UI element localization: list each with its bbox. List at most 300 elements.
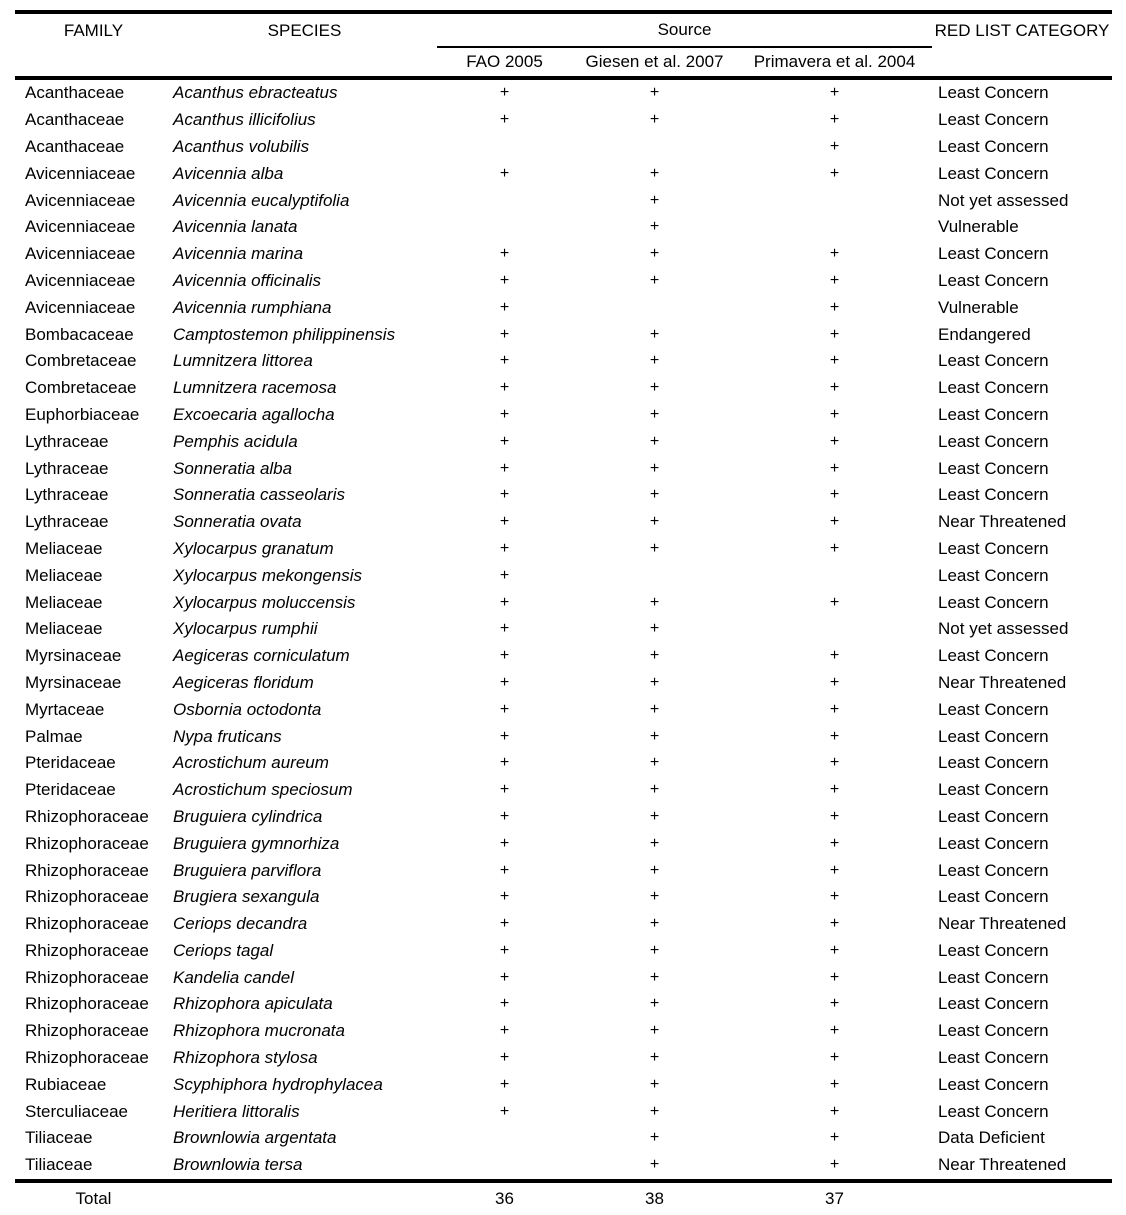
family-cell: Avicenniaceae	[25, 270, 136, 290]
mangrove-species-table	[15, 10, 1112, 1215]
species-cell: Rhizophora stylosa	[173, 1048, 318, 1068]
family-cell: Tiliaceae	[25, 1128, 93, 1148]
family-cell: Palmae	[25, 726, 83, 746]
family-cell: Avicenniaceae	[25, 190, 136, 210]
giesen-presence-cell: +	[649, 513, 660, 531]
family-cell: Combretaceae	[25, 378, 137, 398]
family-cell: Myrsinaceae	[25, 646, 122, 666]
family-cell: Myrsinaceae	[25, 672, 122, 692]
column-header-giesen-2007: Giesen et al. 2007	[572, 47, 737, 78]
fao-presence-cell: +	[499, 111, 510, 129]
table-row	[15, 107, 1112, 134]
giesen-presence-cell: +	[649, 432, 660, 450]
table-row	[15, 348, 1112, 375]
primavera-presence-cell: +	[829, 111, 840, 129]
red-list-category-cell: Least Concern	[938, 136, 1049, 156]
fao-presence-cell: +	[499, 647, 510, 665]
red-list-category-cell: Least Concern	[938, 1101, 1049, 1121]
primavera-presence-cell: +	[829, 1022, 840, 1040]
red-list-category-cell: Vulnerable	[938, 297, 1019, 317]
total-spacer-species	[172, 1181, 437, 1215]
giesen-presence-cell: +	[649, 673, 660, 691]
fao-presence-cell: +	[499, 807, 510, 825]
table-row	[15, 1045, 1112, 1072]
red-list-category-cell: Least Concern	[938, 565, 1049, 585]
primavera-presence-cell: +	[829, 673, 840, 691]
primavera-presence-cell: +	[829, 405, 840, 423]
red-list-category-cell: Least Concern	[938, 726, 1049, 746]
fao-presence-cell: +	[499, 486, 510, 504]
family-cell: Rhizophoraceae	[25, 860, 149, 880]
primavera-presence-cell: +	[829, 861, 840, 879]
species-cell: Kandelia candel	[173, 967, 294, 987]
primavera-presence-cell: +	[829, 513, 840, 531]
giesen-presence-cell: +	[649, 218, 660, 236]
species-cell: Avicennia lanata	[173, 217, 298, 237]
red-list-category-cell: Endangered	[938, 324, 1031, 344]
family-cell: Lythraceae	[25, 512, 109, 532]
total-fao-count: 36	[437, 1181, 572, 1215]
giesen-presence-cell	[572, 134, 737, 161]
giesen-presence-cell: +	[649, 1049, 660, 1067]
family-cell: Rhizophoraceae	[25, 887, 149, 907]
primavera-presence-cell: +	[829, 1075, 840, 1093]
table-row	[15, 187, 1112, 214]
family-cell: Rhizophoraceae	[25, 994, 149, 1014]
giesen-presence-cell: +	[649, 164, 660, 182]
primavera-presence-cell: +	[829, 486, 840, 504]
primavera-presence-cell: +	[829, 298, 840, 316]
species-cell: Lumnitzera racemosa	[173, 378, 337, 398]
species-cell: Rhizophora apiculata	[173, 994, 333, 1014]
giesen-presence-cell: +	[649, 1102, 660, 1120]
giesen-presence-cell: +	[649, 593, 660, 611]
giesen-presence-cell: +	[649, 84, 660, 102]
family-cell: Sterculiaceae	[25, 1101, 129, 1121]
giesen-presence-cell: +	[649, 405, 660, 423]
red-list-category-cell: Least Concern	[938, 431, 1049, 451]
species-cell: Acanthus illicifolius	[173, 110, 316, 130]
red-list-category-cell: Least Concern	[938, 404, 1049, 424]
table-row	[15, 562, 1112, 589]
primavera-presence-cell	[737, 616, 932, 643]
giesen-presence-cell: +	[649, 727, 660, 745]
fao-presence-cell	[437, 1125, 572, 1152]
primavera-presence-cell: +	[829, 995, 840, 1013]
total-primavera-count: 37	[737, 1181, 932, 1215]
giesen-presence-cell: +	[649, 325, 660, 343]
fao-presence-cell: +	[499, 379, 510, 397]
giesen-presence-cell: +	[649, 1075, 660, 1093]
table-row	[15, 938, 1112, 965]
red-list-category-cell: Least Concern	[938, 163, 1049, 183]
fao-presence-cell: +	[499, 781, 510, 799]
family-cell: Bombacaceae	[25, 324, 134, 344]
family-cell: Lythraceae	[25, 431, 109, 451]
fao-presence-cell: +	[499, 459, 510, 477]
species-cell: Xylocarpus mekongensis	[173, 565, 362, 585]
giesen-presence-cell: +	[649, 888, 660, 906]
table-row	[15, 589, 1112, 616]
red-list-category-cell: Least Concern	[938, 270, 1049, 290]
family-cell: Meliaceae	[25, 592, 103, 612]
table-row	[15, 1098, 1112, 1125]
table-row	[15, 857, 1112, 884]
table-footer	[15, 1181, 1112, 1215]
table-row	[15, 375, 1112, 402]
giesen-presence-cell: +	[649, 620, 660, 638]
red-list-category-cell: Least Concern	[938, 753, 1049, 773]
red-list-category-cell: Least Concern	[938, 1048, 1049, 1068]
header-spacer-species	[172, 47, 437, 78]
giesen-presence-cell: +	[649, 754, 660, 772]
table-row	[15, 402, 1112, 429]
species-cell: Bruguiera cylindrica	[173, 806, 323, 826]
giesen-presence-cell: +	[649, 861, 660, 879]
fao-presence-cell: +	[499, 513, 510, 531]
primavera-presence-cell: +	[829, 539, 840, 557]
giesen-presence-cell	[572, 562, 737, 589]
fao-presence-cell: +	[499, 432, 510, 450]
header-row-sources	[15, 47, 1112, 78]
red-list-category-cell: Least Concern	[938, 83, 1049, 103]
table-row	[15, 134, 1112, 161]
table-row	[15, 509, 1112, 536]
family-cell: Rhizophoraceae	[25, 1048, 149, 1068]
red-list-category-cell: Least Concern	[938, 940, 1049, 960]
fao-presence-cell: +	[499, 861, 510, 879]
species-cell: Brownlowia argentata	[173, 1128, 337, 1148]
table-row	[15, 750, 1112, 777]
red-list-category-cell: Least Concern	[938, 110, 1049, 130]
giesen-presence-cell: +	[649, 915, 660, 933]
red-list-category-cell: Least Concern	[938, 833, 1049, 853]
primavera-presence-cell: +	[829, 754, 840, 772]
giesen-presence-cell: +	[649, 781, 660, 799]
family-cell: Avicenniaceae	[25, 297, 136, 317]
species-cell: Acanthus ebracteatus	[173, 83, 338, 103]
primavera-presence-cell: +	[829, 834, 840, 852]
giesen-presence-cell: +	[649, 459, 660, 477]
table-row	[15, 804, 1112, 831]
giesen-presence-cell: +	[649, 379, 660, 397]
primavera-presence-cell: +	[829, 325, 840, 343]
red-list-category-cell: Least Concern	[938, 860, 1049, 880]
primavera-presence-cell: +	[829, 700, 840, 718]
giesen-presence-cell: +	[649, 1156, 660, 1174]
primavera-presence-cell: +	[829, 84, 840, 102]
table-row	[15, 455, 1112, 482]
species-cell: Scyphiphora hydrophylacea	[173, 1074, 383, 1094]
giesen-presence-cell: +	[649, 995, 660, 1013]
family-cell: Avicenniaceae	[25, 217, 136, 237]
table-row	[15, 777, 1112, 804]
fao-presence-cell	[437, 187, 572, 214]
fao-presence-cell: +	[499, 915, 510, 933]
red-list-category-cell: Least Concern	[938, 1021, 1049, 1041]
giesen-presence-cell: +	[649, 111, 660, 129]
table-row	[15, 991, 1112, 1018]
family-cell: Euphorbiaceae	[25, 404, 140, 424]
family-cell: Lythraceae	[25, 485, 109, 505]
table-row	[15, 696, 1112, 723]
fao-presence-cell: +	[499, 271, 510, 289]
family-cell: Acanthaceae	[25, 110, 125, 130]
red-list-category-cell: Least Concern	[938, 378, 1049, 398]
fao-presence-cell: +	[499, 834, 510, 852]
family-cell: Rhizophoraceae	[25, 940, 149, 960]
giesen-presence-cell	[572, 294, 737, 321]
species-cell: Ceriops tagal	[173, 940, 274, 960]
species-cell: Lumnitzera littorea	[173, 351, 313, 371]
family-cell: Myrtaceae	[25, 699, 105, 719]
primavera-presence-cell: +	[829, 915, 840, 933]
giesen-presence-cell: +	[649, 941, 660, 959]
red-list-category-cell: Least Concern	[938, 646, 1049, 666]
red-list-category-cell: Least Concern	[938, 485, 1049, 505]
fao-presence-cell: +	[499, 325, 510, 343]
giesen-presence-cell: +	[649, 191, 660, 209]
family-cell: Pteridaceae	[25, 780, 116, 800]
species-cell: Bruguiera parviflora	[173, 860, 322, 880]
red-list-category-cell: Least Concern	[938, 351, 1049, 371]
table-row	[15, 1018, 1112, 1045]
fao-presence-cell: +	[499, 1022, 510, 1040]
table-body	[15, 78, 1112, 1181]
species-cell: Sonneratia alba	[173, 458, 293, 478]
fao-presence-cell: +	[499, 700, 510, 718]
giesen-presence-cell: +	[649, 1022, 660, 1040]
total-spacer-red-list	[932, 1181, 1112, 1215]
family-cell: Pteridaceae	[25, 753, 116, 773]
fao-presence-cell	[437, 134, 572, 161]
giesen-presence-cell: +	[649, 245, 660, 263]
primavera-presence-cell: +	[829, 593, 840, 611]
primavera-presence-cell: +	[829, 968, 840, 986]
family-cell: Tiliaceae	[25, 1155, 93, 1175]
species-cell: Sonneratia casseolaris	[173, 485, 345, 505]
table-row	[15, 268, 1112, 295]
red-list-category-cell: Not yet assessed	[938, 190, 1069, 210]
primavera-presence-cell: +	[829, 941, 840, 959]
column-header-fao-2005: FAO 2005	[437, 47, 572, 78]
fao-presence-cell: +	[499, 352, 510, 370]
table-row	[15, 830, 1112, 857]
red-list-category-cell: Least Concern	[938, 592, 1049, 612]
column-header-source-group: Source	[437, 12, 932, 47]
fao-presence-cell: +	[499, 539, 510, 557]
table-header	[15, 12, 1112, 78]
red-list-category-cell: Least Concern	[938, 780, 1049, 800]
fao-presence-cell: +	[499, 84, 510, 102]
primavera-presence-cell: +	[829, 1129, 840, 1147]
giesen-presence-cell: +	[649, 807, 660, 825]
fao-presence-cell: +	[499, 164, 510, 182]
species-cell: Brownlowia tersa	[173, 1155, 303, 1175]
red-list-category-cell: Near Threatened	[938, 672, 1067, 692]
family-cell: Avicenniaceae	[25, 244, 136, 264]
family-cell: Acanthaceae	[25, 136, 125, 156]
species-cell: Ceriops decandra	[173, 914, 308, 934]
primavera-presence-cell: +	[829, 781, 840, 799]
fao-presence-cell: +	[499, 566, 510, 584]
species-cell: Xylocarpus rumphii	[173, 619, 318, 639]
table-row	[15, 616, 1112, 643]
red-list-category-cell: Data Deficient	[938, 1128, 1045, 1148]
fao-presence-cell: +	[499, 995, 510, 1013]
primavera-presence-cell: +	[829, 1049, 840, 1067]
giesen-presence-cell: +	[649, 486, 660, 504]
column-header-family: FAMILY	[63, 20, 124, 40]
red-list-category-cell: Least Concern	[938, 538, 1049, 558]
primavera-presence-cell	[737, 214, 932, 241]
column-header-primavera-2004: Primavera et al. 2004	[737, 47, 932, 78]
table-row	[15, 911, 1112, 938]
primavera-presence-cell: +	[829, 379, 840, 397]
species-cell: Aegiceras floridum	[173, 672, 314, 692]
table-row	[15, 241, 1112, 268]
total-row	[15, 1181, 1112, 1215]
fao-presence-cell: +	[499, 405, 510, 423]
species-cell: Osbornia octodonta	[173, 699, 322, 719]
species-cell: Camptostemon philippinensis	[173, 324, 396, 344]
species-cell: Xylocarpus granatum	[173, 538, 334, 558]
family-cell: Acanthaceae	[25, 83, 125, 103]
species-cell: Avicennia officinalis	[173, 270, 322, 290]
family-cell: Combretaceae	[25, 351, 137, 371]
red-list-category-cell: Not yet assessed	[938, 619, 1069, 639]
primavera-presence-cell: +	[829, 1102, 840, 1120]
primavera-presence-cell: +	[829, 727, 840, 745]
fao-presence-cell: +	[499, 888, 510, 906]
primavera-presence-cell	[737, 187, 932, 214]
family-cell: Meliaceae	[25, 565, 103, 585]
family-cell: Rhizophoraceae	[25, 806, 149, 826]
column-header-red-list-category: RED LIST CATEGORY	[934, 20, 1110, 40]
red-list-category-cell: Near Threatened	[938, 512, 1067, 532]
giesen-presence-cell: +	[649, 968, 660, 986]
fao-presence-cell	[437, 1152, 572, 1181]
header-spacer-red-list	[932, 47, 1112, 78]
table-row	[15, 321, 1112, 348]
species-cell: Brugiera sexangula	[173, 887, 320, 907]
fao-presence-cell: +	[499, 1075, 510, 1093]
table-row	[15, 78, 1112, 107]
species-cell: Acrostichum speciosum	[173, 780, 353, 800]
header-spacer-family	[15, 47, 172, 78]
red-list-category-cell: Near Threatened	[938, 914, 1067, 934]
family-cell: Lythraceae	[25, 458, 109, 478]
family-cell: Rhizophoraceae	[25, 833, 149, 853]
fao-presence-cell	[437, 214, 572, 241]
fao-presence-cell: +	[499, 593, 510, 611]
family-cell: Rhizophoraceae	[25, 1021, 149, 1041]
primavera-presence-cell: +	[829, 432, 840, 450]
table-row	[15, 1125, 1112, 1152]
table-row	[15, 160, 1112, 187]
red-list-category-cell: Least Concern	[938, 1074, 1049, 1094]
family-cell: Avicenniaceae	[25, 163, 136, 183]
family-cell: Rhizophoraceae	[25, 967, 149, 987]
red-list-category-cell: Least Concern	[938, 994, 1049, 1014]
fao-presence-cell: +	[499, 941, 510, 959]
primavera-presence-cell: +	[829, 459, 840, 477]
primavera-presence-cell	[737, 562, 932, 589]
species-cell: Nypa fruticans	[173, 726, 282, 746]
table-row	[15, 964, 1112, 991]
red-list-category-cell: Near Threatened	[938, 1155, 1067, 1175]
species-cell: Avicennia rumphiana	[173, 297, 332, 317]
red-list-category-cell: Least Concern	[938, 244, 1049, 264]
fao-presence-cell: +	[499, 245, 510, 263]
total-label: Total	[15, 1181, 172, 1215]
table-row	[15, 670, 1112, 697]
species-cell: Avicennia marina	[173, 244, 304, 264]
primavera-presence-cell: +	[829, 271, 840, 289]
fao-presence-cell: +	[499, 298, 510, 316]
table-row	[15, 214, 1112, 241]
family-cell: Rubiaceae	[25, 1074, 107, 1094]
primavera-presence-cell: +	[829, 807, 840, 825]
fao-presence-cell: +	[499, 727, 510, 745]
table-row	[15, 536, 1112, 563]
giesen-presence-cell: +	[649, 539, 660, 557]
table-row	[15, 482, 1112, 509]
primavera-presence-cell: +	[829, 245, 840, 263]
species-cell: Pemphis acidula	[173, 431, 298, 451]
red-list-category-cell: Least Concern	[938, 806, 1049, 826]
species-cell: Acrostichum aureum	[173, 753, 329, 773]
red-list-category-cell: Least Concern	[938, 458, 1049, 478]
fao-presence-cell: +	[499, 1049, 510, 1067]
species-cell: Bruguiera gymnorhiza	[173, 833, 340, 853]
table-row	[15, 428, 1112, 455]
species-cell: Avicennia eucalyptifolia	[173, 190, 350, 210]
table-row	[15, 723, 1112, 750]
species-cell: Excoecaria agallocha	[173, 404, 335, 424]
species-cell: Heritiera littoralis	[173, 1101, 300, 1121]
total-giesen-count: 38	[572, 1181, 737, 1215]
species-cell: Avicennia alba	[173, 163, 284, 183]
fao-presence-cell: +	[499, 1102, 510, 1120]
red-list-category-cell: Least Concern	[938, 967, 1049, 987]
primavera-presence-cell: +	[829, 352, 840, 370]
table-row	[15, 294, 1112, 321]
giesen-presence-cell: +	[649, 352, 660, 370]
species-cell: Aegiceras corniculatum	[173, 646, 350, 666]
giesen-presence-cell: +	[649, 700, 660, 718]
giesen-presence-cell: +	[649, 271, 660, 289]
primavera-presence-cell: +	[829, 647, 840, 665]
table-row	[15, 1071, 1112, 1098]
species-cell: Acanthus volubilis	[173, 136, 310, 156]
family-cell: Meliaceae	[25, 619, 103, 639]
family-cell: Meliaceae	[25, 538, 103, 558]
table-row	[15, 643, 1112, 670]
giesen-presence-cell: +	[649, 834, 660, 852]
table-row	[15, 884, 1112, 911]
primavera-presence-cell: +	[829, 1156, 840, 1174]
red-list-category-cell: Vulnerable	[938, 217, 1019, 237]
fao-presence-cell: +	[499, 620, 510, 638]
species-cell: Xylocarpus moluccensis	[173, 592, 356, 612]
species-cell: Sonneratia ovata	[173, 512, 302, 532]
fao-presence-cell: +	[499, 673, 510, 691]
primavera-presence-cell: +	[829, 888, 840, 906]
table-row	[15, 1152, 1112, 1181]
primavera-presence-cell: +	[829, 137, 840, 155]
fao-presence-cell: +	[499, 968, 510, 986]
